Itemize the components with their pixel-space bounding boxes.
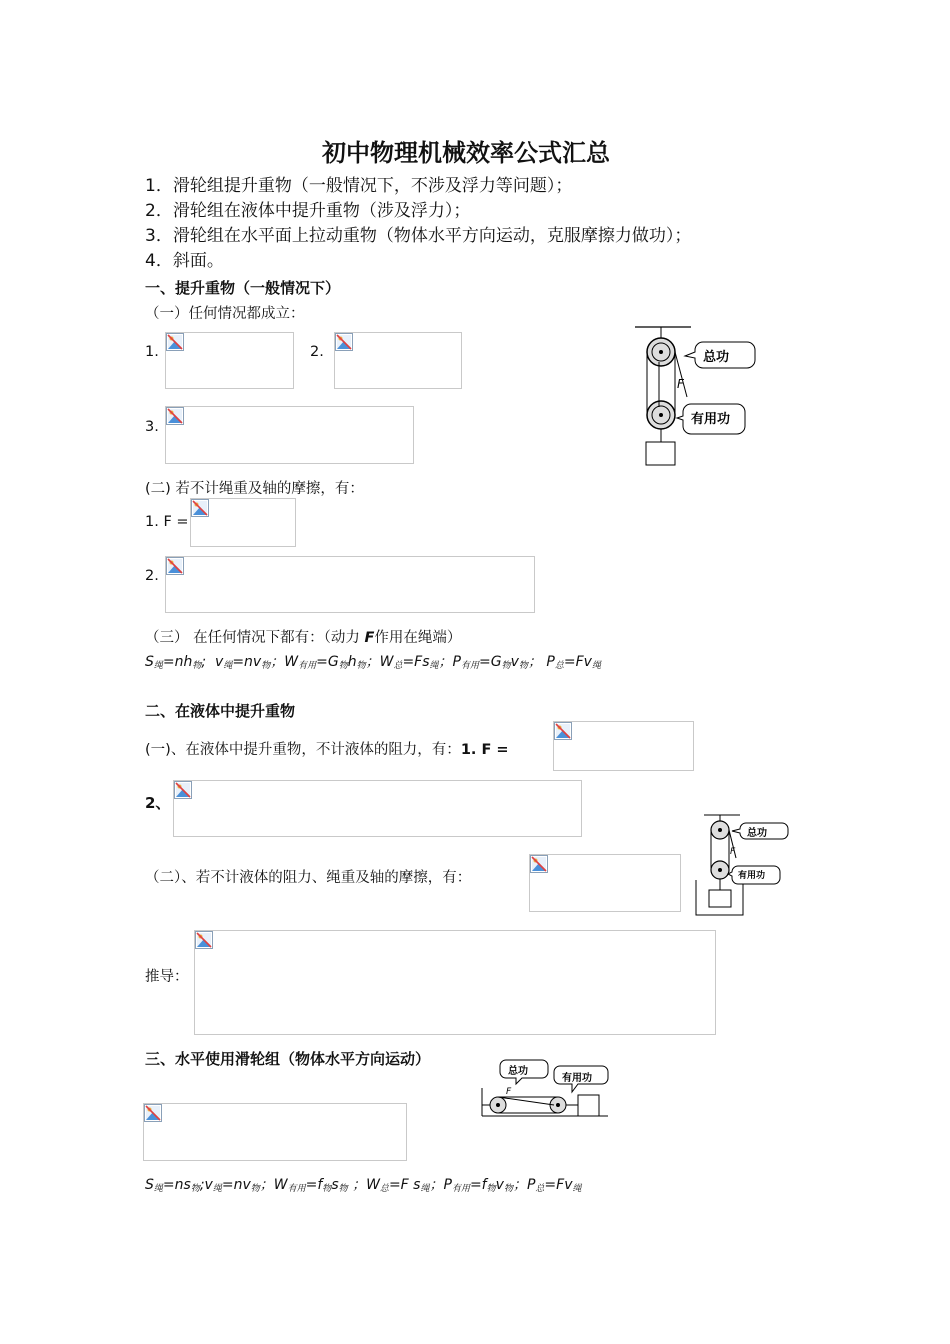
item-number: 2. (310, 344, 324, 360)
broken-image-icon (166, 557, 184, 575)
broken-image-icon (166, 407, 184, 425)
formula-image-box (143, 1103, 407, 1161)
page-title: 初中物理机械效率公式汇总 (322, 138, 610, 167)
broken-image-icon (174, 781, 192, 799)
section2-sub2: （二）、若不计液体的阻力、绳重及轴的摩擦，有： (145, 870, 472, 886)
list-item: 4．斜面。 (145, 251, 224, 271)
section2-sub1: (一)、在液体中提升重物，不计液体的阻力，有：1. F = (145, 742, 509, 758)
useful-work-label: 有用功 (562, 1073, 592, 1084)
formula-line-1: $S_绳=nh_物$; $v_绳=nv_物$；$W_{有用}=G_物h_物$；$W_总=Fs_绳$；$P_{有用}=G_物v_物$； $P_总=Fv_绳$ (145, 654, 601, 671)
formula-image-box (334, 332, 462, 389)
section1-sub3: （三） 在任何情况下都有：（动力 F作用在绳端） (145, 630, 462, 646)
broken-image-icon (554, 722, 572, 740)
formula-image-box (529, 854, 681, 912)
item-number: 1. F = (145, 514, 189, 530)
broken-image-icon (166, 333, 184, 351)
force-label: F (730, 847, 736, 857)
formula-image-box (165, 556, 535, 613)
broken-image-icon (530, 855, 548, 873)
formula-image-box (190, 498, 296, 547)
force-label: F (677, 377, 684, 391)
useful-work-label: 有用功 (738, 871, 766, 881)
section1-sub2: (二) 若不计绳重及轴的摩擦，有： (145, 481, 364, 497)
list-item: 2．滑轮组在液体中提升重物（涉及浮力）； (145, 201, 471, 221)
item-number: 1. (145, 344, 159, 360)
useful-work-label: 有用功 (691, 412, 731, 427)
pulley-diagram-vertical (625, 322, 760, 467)
formula-image-box (165, 332, 294, 389)
pulley-diagram-horizontal (478, 1058, 613, 1120)
total-work-label: 总功 (703, 350, 730, 365)
item-number: 3. (145, 419, 159, 435)
broken-image-icon (335, 333, 353, 351)
broken-image-icon (191, 499, 209, 517)
pulley-diagram-liquid (690, 810, 790, 920)
formula-image-box (173, 780, 582, 837)
formula-image-box (553, 721, 694, 771)
formula-image-box (165, 406, 414, 464)
total-work-label: 总功 (747, 828, 767, 839)
total-work-label: 总功 (508, 1066, 528, 1077)
section2-heading: 二、在液体中提升重物 (145, 702, 296, 720)
list-item: 1．滑轮组提升重物（一般情况下，不涉及浮力等问题）； (145, 176, 573, 196)
broken-image-icon (195, 931, 213, 949)
force-label: F (506, 1087, 512, 1097)
derive-label: 推导： (145, 969, 189, 985)
section3-heading: 三、水平使用滑轮组（物体水平方向运动） (145, 1050, 431, 1068)
formula-line-2: $S_绳=ns_物;v_绳=nv_物$；$W_{有用}=f_物s_物$ ；$W_总=F$ $s_绳$；$P_{有用}=f_物v_物$；$P_总=Fv_绳$ (145, 1177, 582, 1194)
derivation-image-box (194, 930, 716, 1035)
section1-sub1: （一）任何情况都成立： (145, 306, 305, 322)
broken-image-icon (144, 1104, 162, 1122)
list-item: 3．滑轮组在水平面上拉动重物（物体水平方向运动，克服摩擦力做功）； (145, 226, 692, 246)
item-number: 2、 (145, 794, 171, 812)
section1-heading: 一、提升重物（一般情况下） (145, 279, 341, 297)
item-number: 2. (145, 568, 159, 584)
